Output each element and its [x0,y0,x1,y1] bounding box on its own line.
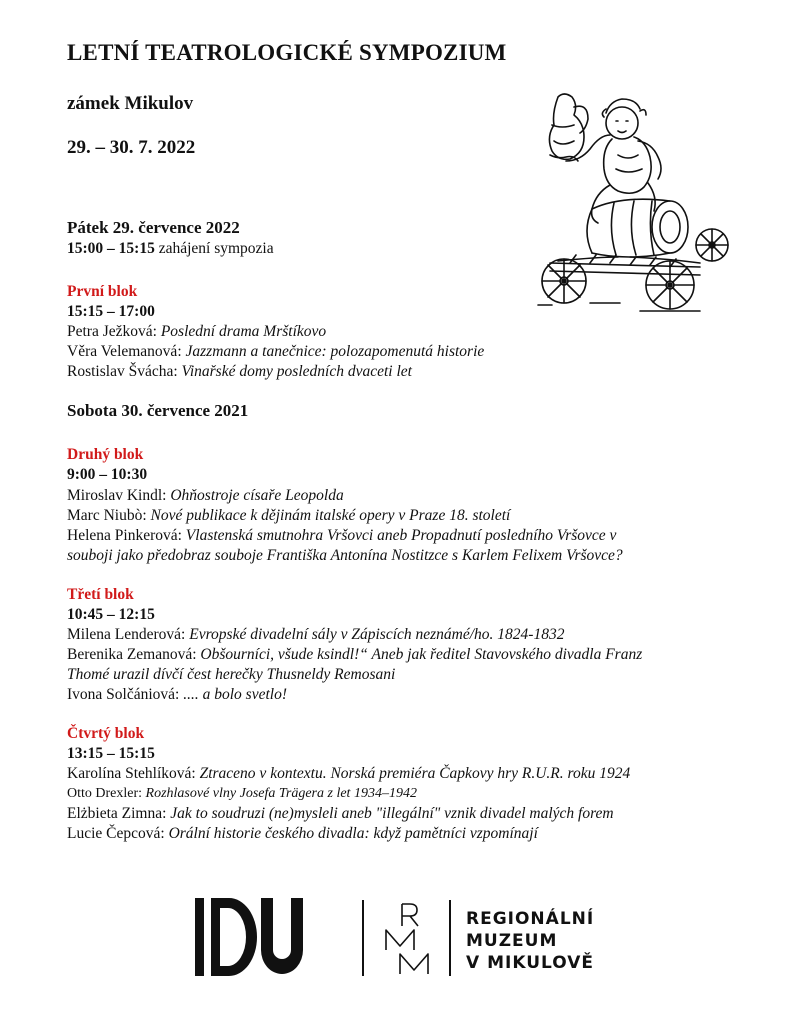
block-heading-3: Třetí blok [67,586,134,603]
talk-title: Vlastenská smutnohra Vršovci aneb Propadnutí posledního Vršovce v [185,527,617,544]
page-title: LETNÍ TEATROLOGICKÉ SYMPOZIUM [67,40,507,65]
block-heading-4: Čtvrtý blok [67,725,145,742]
speaker: Marc Niubò: [67,507,151,524]
speaker: Karolína Stehlíková: [67,765,200,782]
museum-line-3: V MIKULOVĚ [466,953,594,973]
list-item [67,686,287,704]
block-heading-1: První blok [67,283,138,300]
talk-title-continued: souboji jako předobraz souboje Františka Antonína Nostitzce s Karlem Felixem Vršovce? [67,547,623,564]
talk-title: Evropské divadelní sály v Zápiscích neznámé/ho. 1824-1832 [189,626,565,643]
list-item [67,507,510,525]
talk-title: .... a bolo svetlo! [183,686,287,703]
list-item-continued [67,547,623,565]
list-item [67,323,326,341]
museum-logo-text [466,908,594,974]
speaker: Miroslav Kindl: [67,487,171,504]
block-time-4: 13:15 – 15:15 [67,745,155,762]
block-time-2: 9:00 – 10:30 [67,466,148,483]
list-item [67,786,417,802]
talk-title: Poslední drama Mrštíkovo [160,323,327,340]
list-item [67,527,616,545]
talk-title: Vinařské domy posledních dvaceti let [181,363,412,380]
list-item [67,825,538,843]
museum-line-2: MUZEUM [466,931,558,951]
speaker: Věra Velemanová: [67,343,186,360]
list-item [67,487,344,505]
block-time-3: 10:45 – 12:15 [67,606,155,623]
opening-time: 15:00 – 15:15 [67,240,155,257]
venue: zámek Mikulov [67,93,194,114]
block-heading-2: Druhý blok [67,446,144,463]
list-item [67,805,614,823]
talk-title: Rozhlasové vlny Josefa Trägera z let 1934–1942 [145,786,417,801]
talk-title: Ohňostroje císaře Leopolda [170,487,344,504]
speaker: Ivona Solčániová: [67,686,184,703]
talk-title: Jazzmann a tanečnice: polozapomenutá historie [185,343,485,360]
speaker: Milena Lenderová: [67,626,190,643]
day-heading-friday: Pátek 29. července 2022 [67,218,240,237]
speaker: Lucie Čepcová: [67,825,169,842]
speaker: Otto Drexler: [67,786,146,801]
list-item [67,343,484,361]
museum-line-1: REGIONÁLNÍ [466,909,595,929]
opening-line [67,240,274,258]
list-item-continued [67,666,395,684]
speaker: Petra Ježková: [67,323,161,340]
speaker: Elżbieta Zimna: [67,805,171,822]
block-time-1: 15:15 – 17:00 [67,303,155,320]
event-dates: 29. – 30. 7. 2022 [67,137,196,158]
talk-title-continued: Thomé urazil dívčí čest herečky Thusneldy Remosani [67,666,396,683]
talk-title: Jak to soudruzi (ne)mysleli aneb "illegální" vznik divadel malých forem [170,805,614,822]
talk-title: Orální historie českého divadla: když pamětníci vzpomínají [168,825,538,842]
du-logo [195,898,303,976]
day-heading-saturday: Sobota 30. července 2021 [67,401,249,420]
list-item [67,765,630,783]
talk-title: Nové publikace k dějinám italské opery v Praze 18. století [150,507,511,524]
opening-label: zahájení sympozia [154,240,274,257]
list-item [67,646,642,664]
list-item [67,363,412,381]
talk-title: Obšourníci, všude ksindl!“ Aneb jak ředitel Stavovského divadla Franz [200,646,643,663]
bacchus-on-barrel-cart-illustration [530,85,730,315]
speaker: Berenika Zemanová: [67,646,201,663]
logo-divider [362,900,364,976]
logo-divider-2 [449,900,451,976]
talk-title: Ztraceno v kontextu. Norská premiéra Čapkovy hry R.U.R. roku 1924 [199,765,631,782]
rmm-monogram-logo [380,900,440,978]
list-item [67,626,564,644]
speaker: Helena Pinkerová: [67,527,186,544]
speaker: Rostislav Švácha: [67,363,182,380]
